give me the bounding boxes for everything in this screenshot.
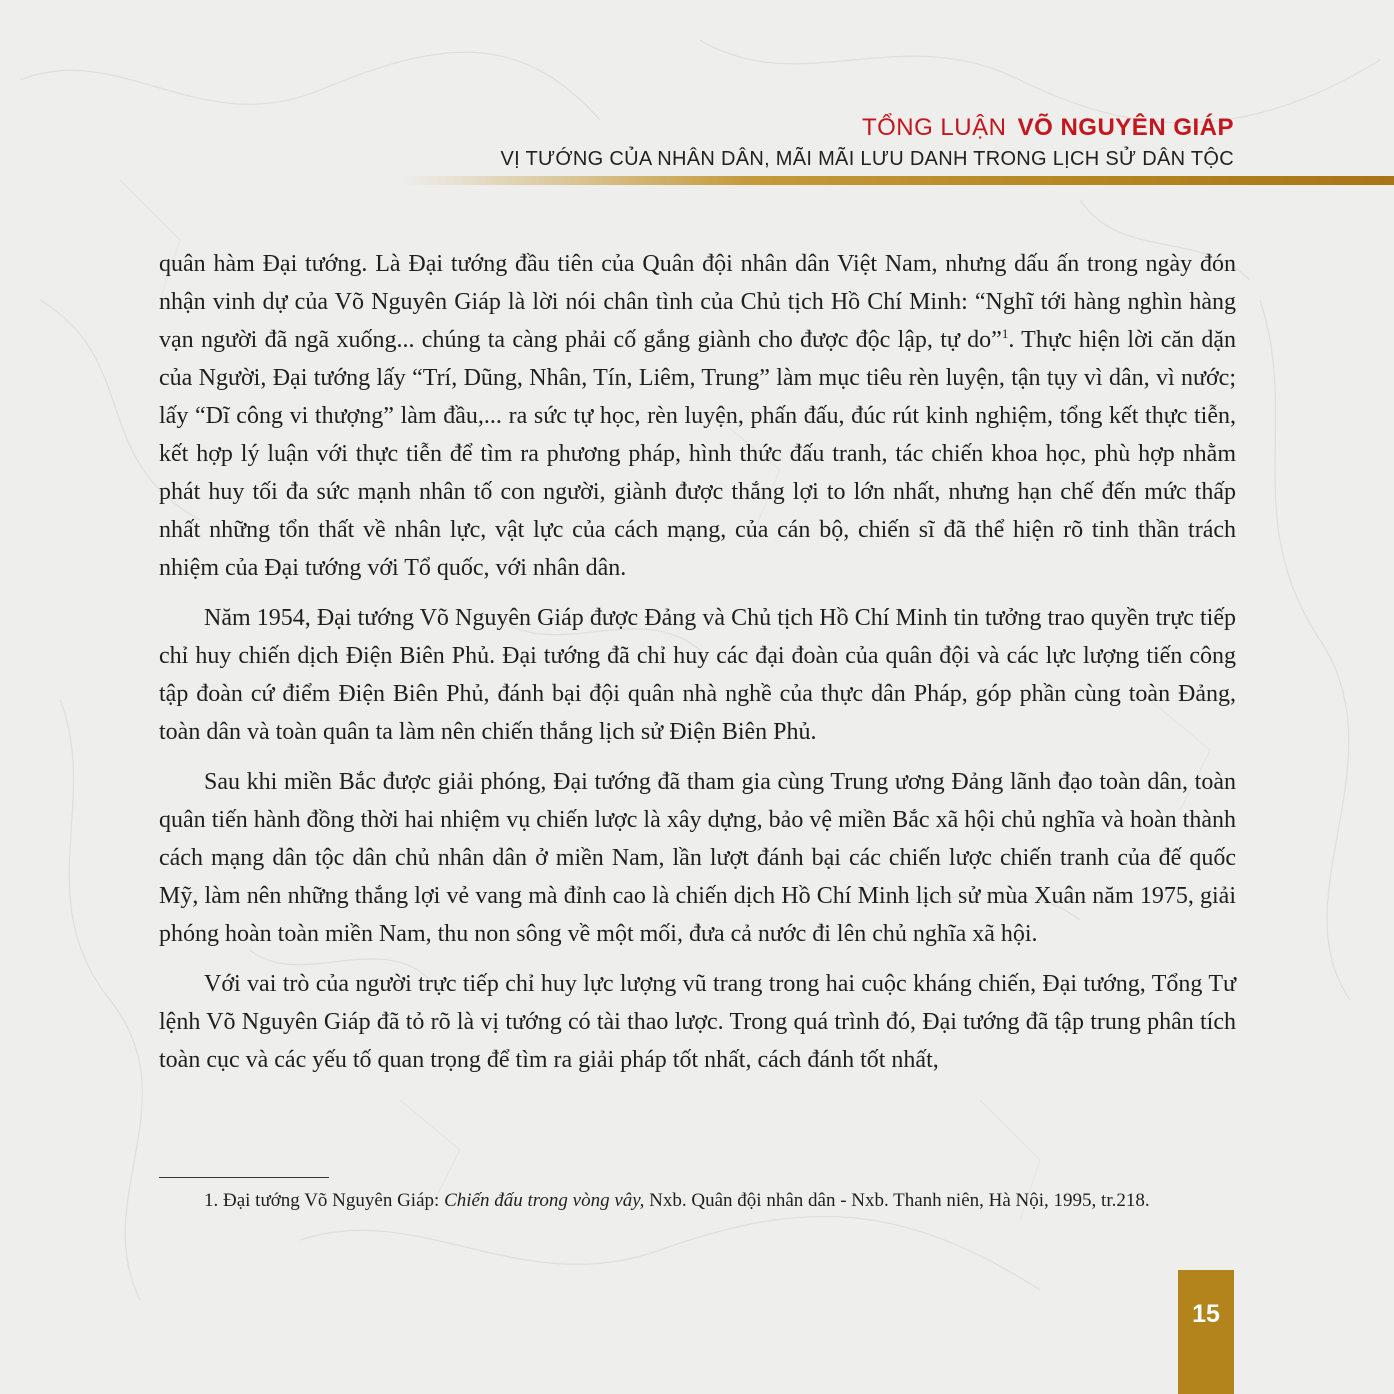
paragraph-1	[159, 245, 1236, 587]
book-title	[501, 114, 1234, 142]
body-text	[159, 245, 1236, 1091]
book-title-bold: VÕ NGUYÊN GIÁP	[1017, 114, 1234, 141]
footnote-book-title: Chiến đấu trong vòng vây,	[444, 1190, 645, 1211]
header-gold-rule	[400, 176, 1394, 185]
paragraph-3: Sau khi miền Bắc được giải phóng, Đại tướng đã tham gia cùng Trung ương Đảng lãnh đạo toàn dân, toàn quân tiến hành đồng thời hai nhiệm vụ chiến lược là xây dựng, bảo vệ miền Bắc xã hội chủ nghĩa và hoàn thành cách mạng dân tộc dân chủ nhân dân ở miền Nam, lần lượt đánh bại các chiến lược chiến tranh của đế quốc Mỹ, làm nên những thắng lợi vẻ vang mà đỉnh cao là chiến dịch Hồ Chí Minh lịch sử mùa Xuân năm 1975, giải phóng hoàn toàn miền Nam, thu non sông về một mối, đưa cả nước đi lên chủ nghĩa xã hội.	[159, 769, 1236, 947]
footnote-divider	[159, 1177, 329, 1178]
paragraph-4: Với vai trò của người trực tiếp chỉ huy lực lượng vũ trang trong hai cuộc kháng chiến, Đại tướng, Tổng Tư lệnh Võ Nguyên Giáp đã tỏ rõ là vị tướng có tài thao lược. Trong quá trình đó, Đại tướng đã tập trung phân tích toàn cục và các yếu tố quan trọng để tìm ra giải pháp tốt nhất, cách đánh tốt nhất,	[159, 971, 1236, 1073]
footnote-rest: Nxb. Quân đội nhân dân - Nxb. Thanh niên, Hà Nội, 1995, tr.218.	[644, 1190, 1150, 1211]
footnote-reference: 1	[1001, 326, 1009, 341]
paragraph-1-part-a: quân hàm Đại tướng. Là Đại tướng đầu tiên của Quân đội nhân dân Việt Nam, nhưng dấu ấn trong ngày đón nhận vinh dự của Võ Nguyên Giáp là lời nói chân tình của Chủ tịch Hồ Chí Minh: “Nghĩ tới hàng nghìn hàng vạn người đã ngã xuống... chúng ta càng phải cố gắng giành cho được độc lập, tự do”	[159, 251, 1236, 353]
page-number-tab	[1178, 1270, 1234, 1394]
book-title-regular: TỔNG LUẬN	[861, 114, 1007, 141]
paragraph-1-part-b: . Thực hiện lời căn dặn của Người, Đại tướng lấy “Trí, Dũng, Nhân, Tín, Liêm, Trung” làm mục tiêu rèn luyện, tận tụy vì dân, vì nước; lấy “Dĩ công vi thượng” làm đầu,... ra sức tự học, rèn luyện, phấn đấu, đúc rút kinh nghiệm, tổng kết thực tiễn, kết hợp lý luận với thực tiễn để tìm ra phương pháp, hình thức đấu tranh, tác chiến khoa học, phù hợp nhằm phát huy tối đa sức mạnh nhân tố con người, giành được thắng lợi to lớn nhất, nhưng hạn chế đến mức thấp nhất những tổn thất về nhân lực, vật lực của cách mạng, của cán bộ, chiến sĩ đã thể hiện rõ tinh thần trách nhiệm của Đại tướng với Tổ quốc, với nhân dân.	[159, 327, 1236, 581]
footnote-lead: 1. Đại tướng Võ Nguyên Giáp:	[204, 1190, 445, 1211]
paragraph-2: Năm 1954, Đại tướng Võ Nguyên Giáp được Đảng và Chủ tịch Hồ Chí Minh tin tưởng trao quyền trực tiếp chỉ huy chiến dịch Điện Biên Phủ. Đại tướng đã chỉ huy các đại đoàn của quân đội và các lực lượng tiến công tập đoàn cứ điểm Điện Biên Phủ, đánh bại đội quân nhà nghề của thực dân Pháp, góp phần cùng toàn Đảng, toàn dân và toàn quân ta làm nên chiến thắng lịch sử Điện Biên Phủ.	[159, 605, 1236, 745]
footnote	[159, 1188, 1236, 1214]
book-subtitle: VỊ TƯỚNG CỦA NHÂN DÂN, MÃI MÃI LƯU DANH TRONG LỊCH SỬ DÂN TỘC	[500, 148, 1234, 170]
running-header	[501, 114, 1234, 171]
page-number: 15	[1192, 1300, 1220, 1328]
